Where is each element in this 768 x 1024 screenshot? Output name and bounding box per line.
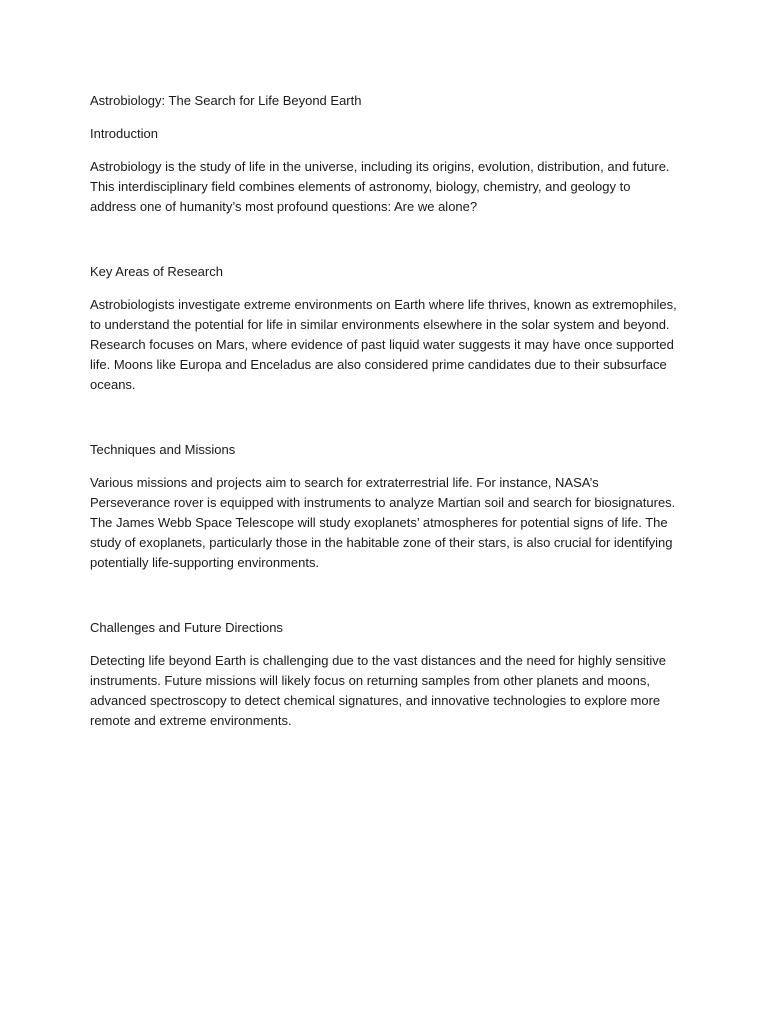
- section-spacer: [90, 585, 678, 618]
- document-title: Astrobiology: The Search for Life Beyond Earth: [90, 93, 362, 108]
- section-heading-challenges: Challenges and Future Directions: [90, 620, 283, 636]
- section-heading-key-areas: Key Areas of Research: [90, 264, 223, 280]
- section-body-key-areas: Astrobiologists investigate extreme environments on Earth where life thrives, known as extremophiles, to understand the potential for life in similar environments elsewhere in the solar system and beyond. Research focuses on Mars, where evidence of past liquid water suggests it may have once supported life. Moons like Europa and Enceladus are also considered prime candidates due to their subsurface oceans.: [90, 297, 677, 392]
- section-body-techniques: Various missions and projects aim to search for extraterrestrial life. For instance, NASA’s Perseverance rover is equipped with instruments to analyze Martian soil and search for biosignatures. The James Webb Space Telescope will study exoplanets’ atmospheres for potential signs of life. The study of exoplanets, particularly those in the habitable zone of their stars, is also crucial for identifying potentially life-supporting environments.: [90, 475, 676, 570]
- section-body-introduction: Astrobiology is the study of life in the universe, including its origins, evolution, distribution, and future. This interdisciplinary field combines elements of astronomy, biology, chemistry, and geology to address one of humanity’s most profound questions: Are we alone?: [90, 159, 670, 214]
- section-body-challenges: Detecting life beyond Earth is challenging due to the vast distances and the need for highly sensitive instruments. Future missions will likely focus on returning samples from other planets and moons, advanced spectroscopy to detect chemical signatures, and innovative technologies to explore more remote and extreme environments.: [90, 653, 666, 728]
- section-heading-techniques: Techniques and Missions: [90, 442, 236, 458]
- section-heading-introduction: Introduction: [90, 126, 158, 141]
- section-spacer: [90, 407, 678, 440]
- section-spacer: [90, 229, 678, 262]
